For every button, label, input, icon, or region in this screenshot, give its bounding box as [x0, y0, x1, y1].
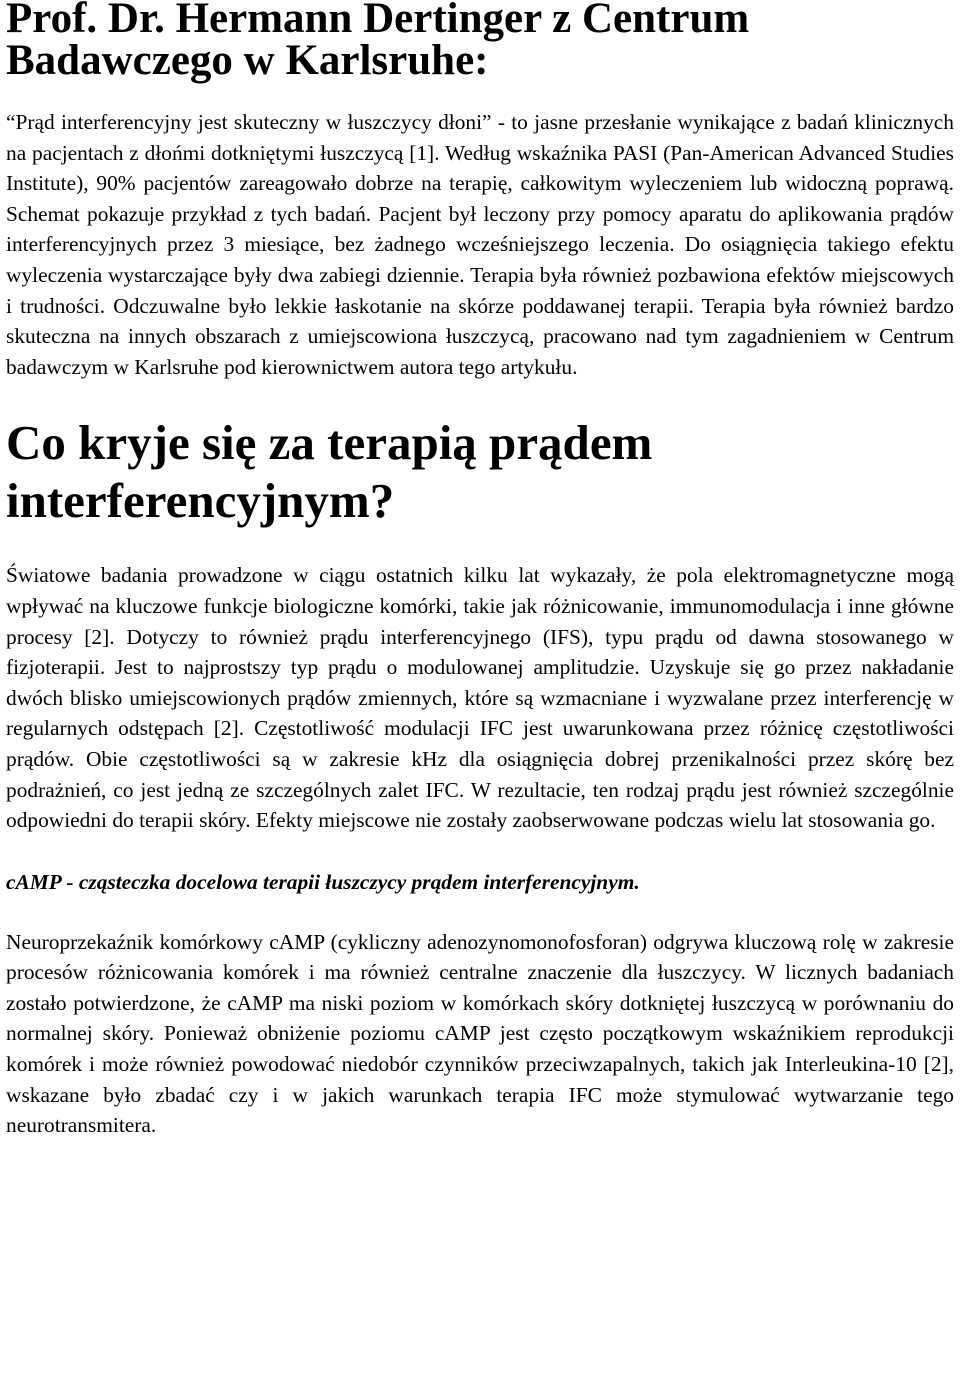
- section-heading: Co kryje się za terapią prądem interferencyjnym?: [6, 415, 653, 529]
- camp-paragraph: Neuroprzekaźnik komórkowy cAMP (cykliczny adenozynomonofosforan) odgrywa kluczową rolę w zakresie procesów różnicowania komórek i ma również centralne znaczenie dla łuszczycy. W licznych badaniach zostało potwierdzone, że cAMP ma niski poziom w komórkach skóry dotkniętej łuszczycą w porównaniu do normalnej skóry. Ponieważ obniżenie poziomu cAMP jest często początkowym wskaźnikiem reprodukcji komórek i może również powodować niedobór czynników przeciwzapalnych, takich jak Interleukina-10 [2], wskazane było zbadać czy i w jakich warunkach terapia IFC może stymulować wytwarzanie tego neurotransmitera.: [6, 929, 954, 1138]
- subsection-heading: cAMP - cząsteczka docelowa terapii łuszczycy prądem interferencyjnym.: [6, 869, 640, 894]
- page-title: Prof. Dr. Hermann Dertinger z Centrum Badawczego w Karlsruhe:: [6, 0, 750, 84]
- research-paragraph: Światowe badania prowadzone w ciągu ostatnich kilku lat wykazały, że pola elektromagnetyczne mogą wpływać na kluczowe funkcje biologiczne komórki, takie jak różnicowanie, immunomodulacja i inne główne procesy [2]. Dotyczy to również prądu interferencyjnego (IFS), typu prądu od dawna stosowanego w fizjoterapii. Jest to najprostszy typ prądu o modulowanej amplitudzie. Uzyskuje się go przez nakładanie dwóch blisko umiejscowionych prądów zmiennych, które są wzmacniane i wyzwalane przez interferencję w regularnych odstępach [2]. Częstotliwość modulacji IFC jest uwarunkowana przez różnicę częstotliwości prądów. Obie częstotliwości są w zakresie kHz dla osiągnięcia dobrej przenikalności przez skórę bez podrażnień, co jest jedną ze szczególnych zalet IFC. W rezultacie, ten rodzaj prądu jest również szczególnie odpowiedni do terapii skóry. Efekty miejscowe nie zostały zaobserwowane podczas wielu lat stosowania go.: [6, 563, 954, 833]
- intro-paragraph: “Prąd interferencyjny jest skuteczny w łuszczycy dłoni” - to jasne przesłanie wynikające z badań klinicznych na pacjentach z dłońmi dotkniętymi łuszczycą [1]. Według wskaźnika PASI (Pan-American Advanced Studies Institute), 90% pacjentów zareagowało dobrze na terapię, całkowitym wyleczeniem lub widoczną poprawą. Schemat pokazuje przykład z tych badań. Pacjent był leczony przy pomocy aparatu do aplikowania prądów interferencyjnych przez 3 miesiące, bez żadnego wcześniejszego leczenia. Do osiągnięcia takiego efektu wyleczenia wystarczające były dwa zabiegi dziennie. Terapia była również pozbawiona efektów miejscowych i trudności. Odczuwalne było lekkie łaskotanie na skórze poddawanej terapii. Terapia była również bardzo skuteczna na innych obszarach z umiejscowiona łuszczycą, pracowano nad tym zagadnieniem w Centrum badawczym w Karlsruhe pod kierownictwem autora tego artykułu.: [6, 110, 954, 379]
